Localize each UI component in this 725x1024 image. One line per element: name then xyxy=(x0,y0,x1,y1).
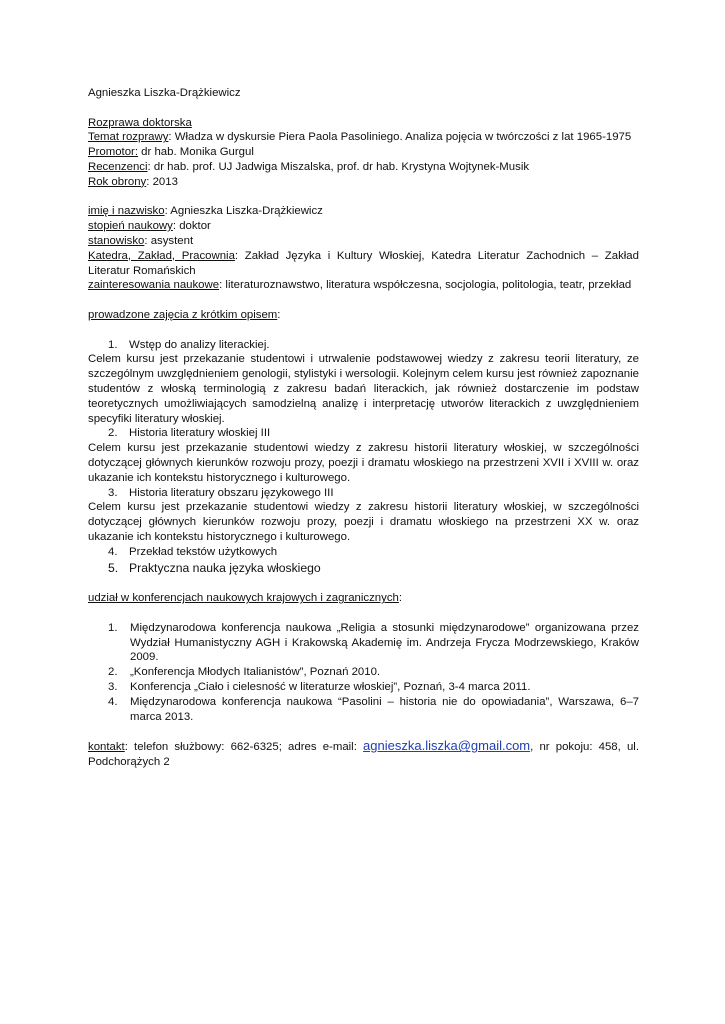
email-link[interactable]: agnieszka.liszka@gmail.com xyxy=(363,738,531,754)
profile-department xyxy=(88,249,639,279)
name-value: : Agnieszka Liszka-Drążkiewicz xyxy=(164,205,323,218)
interests-label: zainteresowania naukowe xyxy=(88,279,220,292)
thesis-promoter xyxy=(88,145,639,160)
conference-text: Konferencja „Ciało i cielesność w literaturze włoskiej”, Poznań, 3-4 marca 2011. xyxy=(130,681,531,694)
conferences-heading-text: udział w konferencjach naukowych krajowych i zagranicznych xyxy=(88,592,399,605)
courses-list xyxy=(88,338,639,577)
year-value: : 2013 xyxy=(146,175,178,188)
conference-text: Międzynarodowa konferencja naukowa “Pasolini – historia nie do opowiadania”, Warszawa, 6–7 marca 2013. xyxy=(130,695,639,723)
year-label: Rok obrony xyxy=(88,175,147,188)
conference-item-4 xyxy=(88,695,639,725)
topic-label: Temat rozprawy xyxy=(88,131,169,144)
course-item-1 xyxy=(88,338,639,353)
contact-text-before: : telefon służbowy: 662-6325; adres e-mail: xyxy=(124,741,364,754)
profile-degree xyxy=(88,219,639,234)
degree-value: : doktor xyxy=(172,220,211,233)
list-number: 1. xyxy=(108,621,118,634)
list-number: 1. xyxy=(108,338,118,351)
conference-item-1 xyxy=(88,621,639,665)
course-title: Historia literatury obszaru językowego III xyxy=(129,486,334,499)
promoter-label: Promotor: xyxy=(88,146,139,159)
reviewers-label: Recenzenci xyxy=(88,160,148,173)
list-number: 5. xyxy=(108,560,119,575)
reviewers-value: : dr hab. prof. UJ Jadwiga Miszalska, prof. dr hab. Krystyna Wojtynek-Musik xyxy=(147,160,530,173)
contact-text-after: , nr pokoju: 458, ul. Podchorążych 2 xyxy=(88,741,639,769)
list-number: 2. xyxy=(108,666,118,679)
conference-text: „Konferencja Młodych Italianistów”, Poznań 2010. xyxy=(130,666,381,679)
courses-heading-text: prowadzone zajęcia z krótkim opisem xyxy=(88,308,278,321)
dept-label: Katedra, Zakład, Pracownia xyxy=(88,249,235,262)
course-description-1: Celem kursu jest przekazanie studentowi i utrwalenie podstawowej wiedzy z zakresu teorii literatury, ze szczególnym uwzględnieniem genologii, stylistyki i wersologii. Kolejnym celem kursu jest również zapoznanie studentów z włoską terminologią z zakresu badań literackich, jak również dostarczenie im podstaw teoretycznych umożliwiających samodzielną analizę i interpretację utworów literackich z uwzględnieniem specyfiki literatury włoskiej. xyxy=(88,353,639,425)
course-item-3 xyxy=(88,486,639,501)
courses-heading-colon: : xyxy=(277,308,281,321)
courses-heading xyxy=(88,308,639,323)
list-number: 3. xyxy=(108,486,118,499)
position-value: : asystent xyxy=(144,234,194,247)
thesis-heading: Rozprawa doktorska xyxy=(88,116,192,129)
course-title: Historia literatury włoskiej III xyxy=(129,427,271,440)
list-number: 3. xyxy=(108,681,118,694)
conferences-heading-colon: : xyxy=(398,592,403,605)
course-description-2: Celem kursu jest przekazanie studentowi wiedzy z zakresu historii literatury włoskiej, w szczególności dotyczącej głównych kierunków rozwoju prozy, poezji i dramatu włoskiego na przestrzeni XVII i XVIII w. oraz ukazanie ich kontekstu historycznego i kulturowego. xyxy=(88,442,639,484)
position-label: stanowisko xyxy=(88,234,145,247)
list-number: 2. xyxy=(108,427,118,440)
degree-label: stopień naukowy xyxy=(88,220,173,233)
conference-item-3 xyxy=(88,680,639,695)
dept-value: : Zakład Języka i Kultury Włoskiej, Katedra Literatur Zachodnich – Zakład Literatur Romańskich xyxy=(88,249,639,277)
list-number: 4. xyxy=(108,545,118,558)
profile-interests xyxy=(88,278,639,293)
course-item-5 xyxy=(88,560,639,577)
course-title: Wstęp do analizy literackiej. xyxy=(129,338,270,351)
profile-position xyxy=(88,234,639,249)
course-description-3: Celem kursu jest przekazanie studentowi wiedzy z zakresu historii literatury włoskiej, w szczególności dotyczącej głównych kierunków rozwoju prozy, poezji i dramatu włoskiego na przestrzeni XX w. oraz ukazanie ich kontekstu historycznego i kulturowego. xyxy=(88,501,639,543)
topic-value: : Władza w dyskursie Piera Paola Pasoliniego. Analiza pojęcia w twórczości z lat 1965-1975 xyxy=(168,131,632,144)
interests-value: : literaturoznawstwo, literatura współczesna, socjologia, politologia, teatr, przekład xyxy=(219,279,632,292)
author-name: Agnieszka Liszka-Drążkiewicz xyxy=(88,87,241,99)
conferences-heading xyxy=(88,591,639,606)
course-title: Przekład tekstów użytkowych xyxy=(129,545,278,558)
document-page xyxy=(88,86,639,770)
profile-name xyxy=(88,204,639,219)
thesis-topic xyxy=(88,130,639,145)
course-item-2 xyxy=(88,426,639,441)
thesis-year xyxy=(88,175,639,190)
course-item-4 xyxy=(88,545,639,560)
course-title: Praktyczna nauka języka włoskiego xyxy=(129,560,321,575)
conference-item-2 xyxy=(88,665,639,680)
contact-line xyxy=(88,739,639,770)
conferences-list xyxy=(88,621,639,725)
thesis-reviewers xyxy=(88,160,639,175)
contact-label: kontakt xyxy=(88,741,125,754)
promoter-value: dr hab. Monika Gurgul xyxy=(138,146,254,159)
conference-text: Międzynarodowa konferencja naukowa „Religia a stosunki międzynarodowe” organizowana przez Wydział Humanistyczny AGH i Krakowską Akademię im. Andrzeja Frycza Modrzewskiego, Kraków 2009. xyxy=(130,621,639,664)
name-label: imię i nazwisko xyxy=(88,205,165,218)
list-number: 4. xyxy=(108,695,118,708)
